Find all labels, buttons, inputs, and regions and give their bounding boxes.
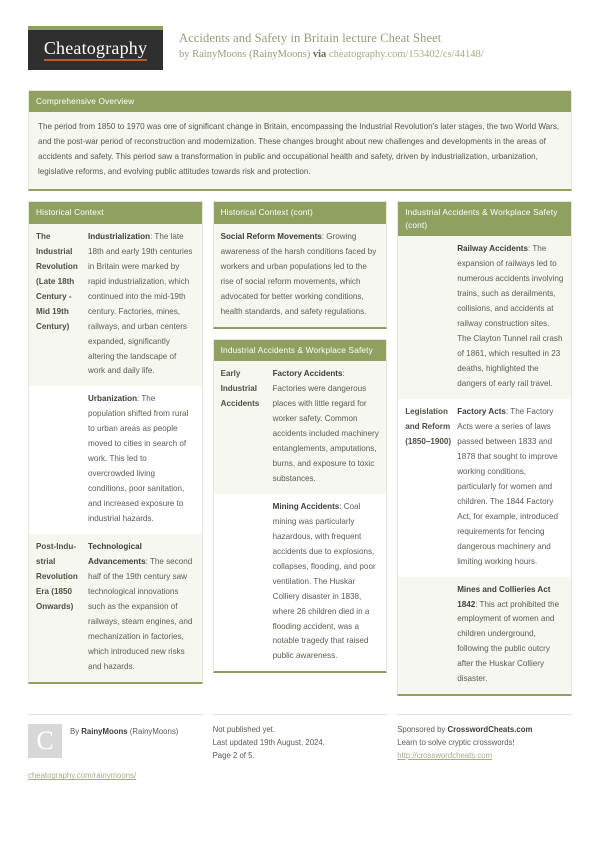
table-row xyxy=(29,534,202,682)
content-card xyxy=(28,201,203,684)
columns-container xyxy=(28,201,572,706)
byline xyxy=(179,48,572,63)
card-body xyxy=(214,361,387,671)
table-row xyxy=(29,224,202,387)
avatar: C xyxy=(28,724,62,758)
row-value xyxy=(457,242,564,392)
sponsor-line xyxy=(397,724,572,737)
column-2 xyxy=(213,201,388,683)
row-value xyxy=(88,392,195,527)
row-key: Post-Industrial Revolution Era (1850 Onwards) xyxy=(36,542,78,612)
row-term: Industrialization xyxy=(88,231,151,241)
card-heading: Historical Context xyxy=(29,202,202,223)
publish-status: Not published yet. xyxy=(212,725,276,735)
row-term: Mining Accidents xyxy=(272,501,340,511)
row-term: Technological Advancements xyxy=(88,542,146,567)
card-heading: Comprehensive Overview xyxy=(29,91,571,112)
card-body xyxy=(398,236,571,694)
cheatography-logo[interactable] xyxy=(28,26,163,70)
card-body xyxy=(214,224,387,327)
footer-sponsor-block xyxy=(397,714,572,783)
row-value xyxy=(273,500,380,665)
row-text: : Factories were dangerous places with little regard for worker safety. Common accidents included machinery entanglements, amputations, burns, and exposure to toxic substances. xyxy=(272,369,379,483)
row-text: : The expansion of railways led to numerous accidents involving trains, such as derailments, collisions, and accidents at railway construction sites. The Clayton Tunnel rail crash of 1861, which resulted in 23 deaths, highlighted the dangers of early rail travel. xyxy=(457,244,564,388)
author-by-label: By xyxy=(70,727,82,737)
table-row xyxy=(29,386,202,534)
row-value xyxy=(457,405,564,570)
table-row xyxy=(398,577,571,695)
row-term: Factory Accidents xyxy=(272,369,343,378)
table-row xyxy=(214,224,387,327)
page-title: Accidents and Safety in Britain lecture Cheat Sheet xyxy=(179,31,442,45)
title-block xyxy=(163,26,572,63)
row-text: : This act prohibited the employment of women and children underground, following the public outcry after the Huskar Colliery disaster. xyxy=(457,599,560,684)
byline-via: via xyxy=(310,48,329,60)
author-meta xyxy=(70,724,178,739)
card-heading: Historical Context (cont) xyxy=(214,202,387,223)
byline-prefix: by xyxy=(179,48,193,60)
content-card xyxy=(213,201,388,328)
content-card xyxy=(397,201,572,696)
row-term: Factory Acts xyxy=(457,406,506,416)
row-text: : Growing awareness of the harsh conditions faced by workers and urban populations led to the rise of social reform movements, which advocated for better working conditions, health standards, and safety regulations. xyxy=(220,231,377,316)
page-number: Page 2 of 5. xyxy=(212,751,255,761)
row-text: : The Factory Acts were a series of laws passed between 1833 and 1878 that sought to improve working conditions, particularly for women and children. The 1844 Factory Act, for example, introduced requirements for fencing dangerous machinery and limiting working hours. xyxy=(457,406,558,566)
row-term: Social Reform Movements xyxy=(220,231,322,241)
footer-author-block xyxy=(28,714,203,783)
row-key: Early Industrial Accidents xyxy=(220,369,260,408)
sponsor-tagline: Learn to solve cryptic crosswords! xyxy=(397,738,515,748)
row-text: : The population shifted from rural to urban areas as people moved to cities in search of work. This led to overcrowded living conditions, poor sanitation, and increased exposure to industrial hazards. xyxy=(88,394,189,524)
row-value xyxy=(221,230,380,320)
footer-publish-block xyxy=(213,714,388,783)
row-text: : The late 18th and early 19th centuries in Britain were marked by rapid industrialization, which continued into the mid-19th century. Factories, mines, railways, and urban centers expanded, significantly altering the landscape of work and daily life. xyxy=(88,231,193,376)
sponsor-url[interactable]: http://crosswordcheats.com xyxy=(397,751,493,761)
last-updated: Last updated 19th August, 2024. xyxy=(212,738,325,748)
row-key: Legislation and Reform (1850–1900) xyxy=(405,406,452,446)
byline-url[interactable]: cheatography.com/153402/cs/44148/ xyxy=(328,48,484,60)
author-name[interactable]: RainyMoons xyxy=(81,727,128,737)
author-handle: (RainyMoons) xyxy=(127,727,179,737)
page-footer xyxy=(28,714,572,783)
row-key: The Industrial Revolution (Late 18th Century - Mid 19th Century) xyxy=(36,231,78,331)
byline-author[interactable]: RainyMoons (RainyMoons) xyxy=(192,48,311,60)
row-value xyxy=(88,230,195,380)
card-comprehensive-overview xyxy=(28,90,572,191)
sponsor-prefix: Sponsored by xyxy=(397,725,448,735)
card-heading: Industrial Accidents & Workplace Safety (cont) xyxy=(398,202,571,236)
row-text: : Coal mining was particularly hazardous, with frequent accidents due to explosions, collapses, flooding, and poor ventilation. The Huskar Colliery disaster in 1838, where 26 children died in a flooding accident, was a notable tragedy that raised public awareness. xyxy=(272,501,376,661)
card-body xyxy=(29,224,202,682)
table-row xyxy=(398,236,571,399)
logo-wordmark: Cheatography xyxy=(44,39,147,62)
page-header xyxy=(28,0,572,78)
row-term: Urbanization xyxy=(88,394,138,404)
column-3 xyxy=(397,201,572,706)
content-card xyxy=(213,339,388,674)
logo-box xyxy=(28,30,163,70)
table-row xyxy=(214,361,387,494)
row-value xyxy=(88,540,195,675)
row-text: : The second half of the 19th century saw technological innovations such as the expansion of railways, steam engines, and mechanization in factories, which introduced new risks and hazards. xyxy=(88,557,193,671)
row-value xyxy=(273,367,380,487)
author-row xyxy=(28,724,203,758)
row-term: Mines and Collieries Act 1842 xyxy=(457,584,551,609)
sponsor-name[interactable]: CrosswordCheats.com xyxy=(447,725,533,735)
author-profile-link[interactable]: cheatography.com/rainymoons/ xyxy=(28,771,137,781)
row-term: Railway Accidents xyxy=(457,244,528,254)
table-row xyxy=(214,494,387,672)
card-heading: Industrial Accidents & Workplace Safety xyxy=(214,340,387,361)
row-value xyxy=(457,583,564,688)
table-row xyxy=(398,399,571,577)
column-1 xyxy=(28,201,203,694)
overview-body-text: The period from 1850 to 1970 was one of significant change in Britain, encompassing the Industrial Revolution's later stages, the two World Wars, and the post-war period of reconstruction and modernization. These changes brought about new challenges and developments in the areas of accidents and safety. This period saw a transformation in public and occupational health and safety, driven by industrialization, urbanization, legislative reforms, and evolving public attitudes towards risk and protection. xyxy=(29,112,571,189)
